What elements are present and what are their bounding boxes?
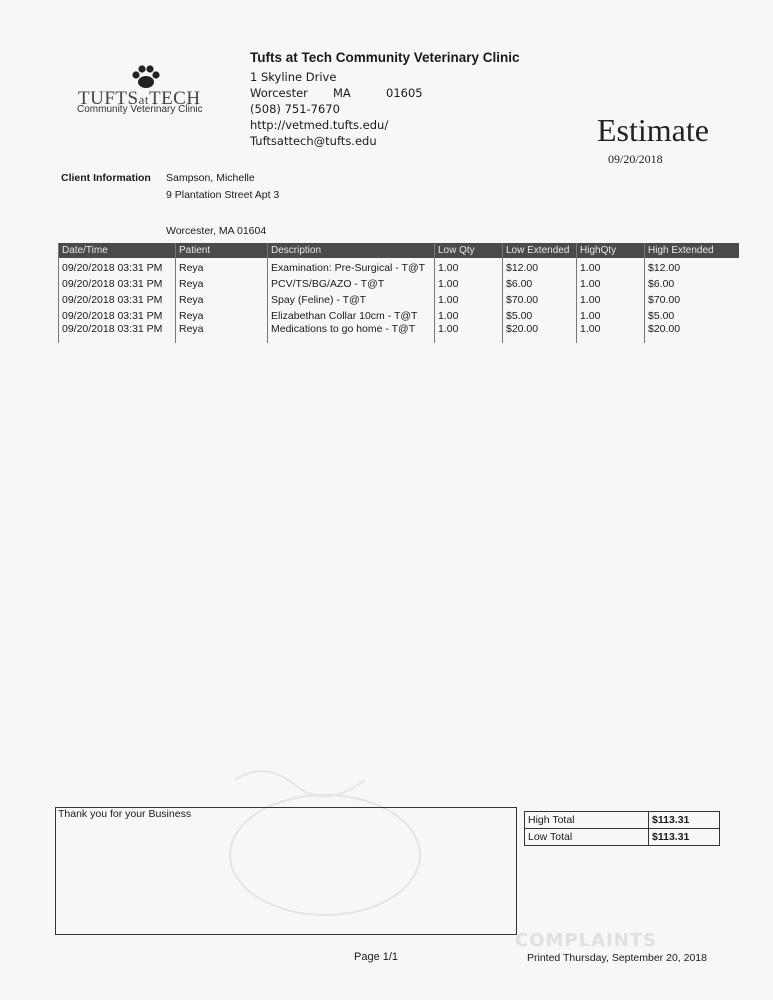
clinic-website[interactable]: http://vetmed.tufts.edu/ [250,118,389,132]
cell-patient: Reya [176,322,268,343]
client-info-label: Client Information [61,172,151,184]
cell-description: Elizabethan Collar 10cm - T@T [268,306,435,322]
table-row [59,274,739,290]
table-header-row [59,243,739,258]
table-row [59,258,739,274]
clinic-email[interactable]: Tuftsattech@tufts.edu [250,134,377,148]
client-street: 9 Plantation Street Apt 3 [166,189,280,201]
cell-low-qty: 1.00 [435,258,503,274]
notes-box [55,807,517,935]
cell-patient: Reya [176,306,268,322]
cell-low-extended: $20.00 [503,322,577,343]
clinic-state: MA [333,86,351,100]
cell-high-qty: 1.00 [577,322,645,343]
estimate-items-table [58,243,739,343]
cell-patient: Reya [176,290,268,306]
cell-high-qty: 1.00 [577,290,645,306]
client-city-state-zip: Worcester, MA 01604 [166,225,267,237]
clinic-city: Worcester [250,86,308,100]
col-header-high-qty: HighQty [577,243,645,258]
cell-datetime: 09/20/2018 03:31 PM [59,306,176,322]
printed-date: Printed Thursday, September 20, 2018 [527,952,707,964]
low-total-row [525,829,720,846]
cell-high-qty: 1.00 [577,274,645,290]
clinic-address: 1 Skyline Drive [250,70,337,84]
cell-datetime: 09/20/2018 03:31 PM [59,258,176,274]
totals-table [524,811,720,846]
document-title: Estimate [597,112,709,148]
col-header-low-extended: Low Extended [503,243,577,258]
low-total-label: Low Total [525,829,649,846]
cell-high-extended: $6.00 [645,274,739,290]
document-date: 09/20/2018 [608,152,663,166]
clinic-phone: (508) 751-7670 [250,102,340,116]
cell-low-extended: $12.00 [503,258,577,274]
high-total-label: High Total [525,812,649,829]
cell-description: PCV/TS/BG/AZO - T@T [268,274,435,290]
cell-datetime: 09/20/2018 03:31 PM [59,274,176,290]
logo-wordmark: TUFTSatTECH [78,88,201,109]
col-header-low-qty: Low Qty [435,243,503,258]
table-row [59,322,739,343]
col-header-high-extended: High Extended [645,243,739,258]
logo-subtitle: Community Veterinary Clinic [77,104,203,115]
high-total-row [525,812,720,829]
thank-you-note: Thank you for your Business [58,808,192,820]
cell-description: Spay (Feline) - T@T [268,290,435,306]
cell-high-extended: $20.00 [645,322,739,343]
cell-patient: Reya [176,258,268,274]
cell-low-qty: 1.00 [435,322,503,343]
cell-description: Examination: Pre-Surgical - T@T [268,258,435,274]
cell-low-qty: 1.00 [435,274,503,290]
cell-high-extended: $12.00 [645,258,739,274]
cell-patient: Reya [176,274,268,290]
cell-low-extended: $6.00 [503,274,577,290]
cell-description: Medications to go home - T@T [268,322,435,343]
col-header-description: Description [268,243,435,258]
high-total-value: $113.31 [649,812,720,829]
cell-high-extended: $70.00 [645,290,739,306]
cell-low-extended: $5.00 [503,306,577,322]
clinic-name: Tufts at Tech Community Veterinary Clinic [250,50,520,65]
low-total-value: $113.31 [649,829,720,846]
cell-low-qty: 1.00 [435,290,503,306]
client-name: Sampson, Michelle [166,172,255,184]
col-header-datetime: Date/Time [59,243,176,258]
page-number: Page 1/1 [354,951,399,963]
clinic-zip: 01605 [386,86,423,100]
cell-datetime: 09/20/2018 03:31 PM [59,290,176,306]
cell-high-qty: 1.00 [577,258,645,274]
paw-print-icon [128,64,164,90]
cell-datetime: 09/20/2018 03:31 PM [59,322,176,343]
table-row [59,306,739,322]
cell-low-extended: $70.00 [503,290,577,306]
cell-high-qty: 1.00 [577,306,645,322]
col-header-patient: Patient [176,243,268,258]
cell-high-extended: $5.00 [645,306,739,322]
watermark: COMPLAINTS [515,930,658,951]
table-row [59,290,739,306]
cell-low-qty: 1.00 [435,306,503,322]
